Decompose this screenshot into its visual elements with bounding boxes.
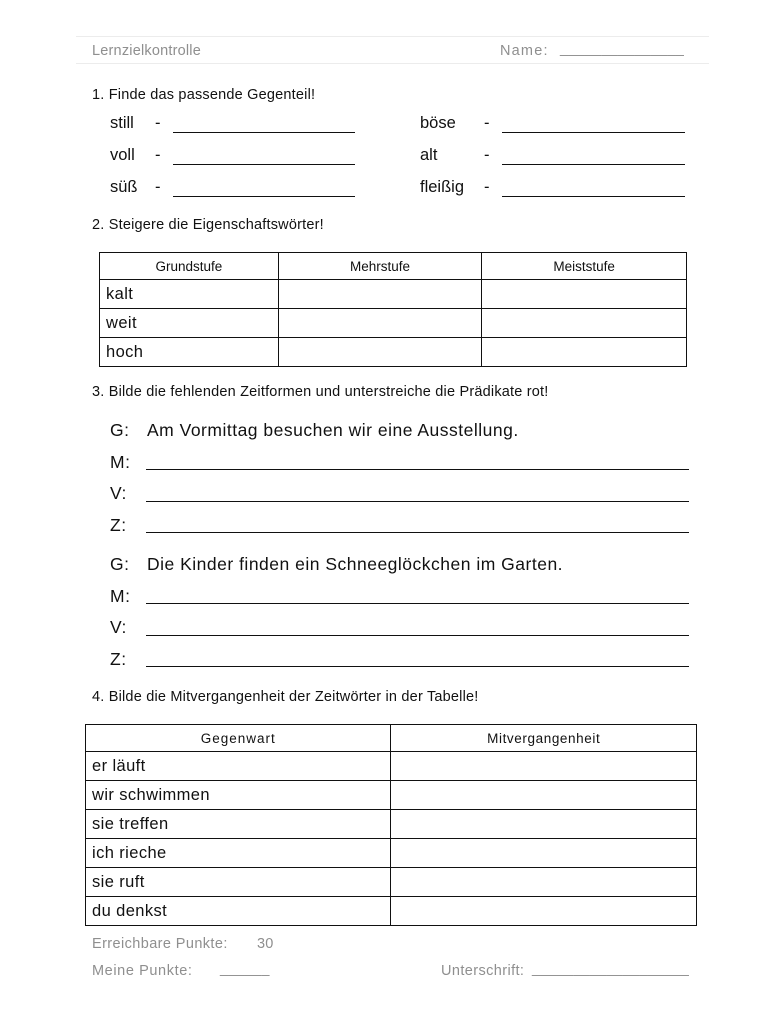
table-cell-word: kalt [100, 280, 279, 309]
page-title: Lernzielkontrolle [92, 43, 201, 59]
name-field[interactable]: _______________ [560, 41, 684, 57]
answer-cell[interactable] [482, 338, 687, 367]
header-rule-bottom [76, 63, 709, 64]
reachable-points-value: 30 [257, 936, 274, 952]
answer-cell[interactable] [482, 280, 687, 309]
task3-heading: 3. Bilde die fehlenden Zeitformen und unterstreiche die Prädikate rot! [92, 384, 549, 400]
answer-line[interactable] [146, 501, 689, 502]
answer-line[interactable] [146, 532, 689, 533]
answer-cell[interactable] [391, 868, 697, 897]
tense-label: V: [110, 483, 127, 503]
answer-line[interactable] [146, 469, 689, 470]
column-header: Meiststufe [482, 253, 687, 280]
sentence-present: Die Kinder finden ein Schneeglöckchen im Garten. [147, 554, 564, 574]
task1-word: fleißig [420, 178, 465, 196]
table-cell-verb: du denkst [86, 897, 391, 926]
answer-cell[interactable] [278, 338, 482, 367]
task1-dash: - [155, 114, 161, 132]
comparison-table [99, 252, 687, 367]
tense-label: G: [110, 420, 130, 440]
task1-heading: 1. Finde das passende Gegenteil! [92, 87, 316, 103]
task1-answer-line[interactable] [173, 196, 355, 197]
task1-word: voll [110, 146, 135, 164]
answer-cell[interactable] [391, 781, 697, 810]
tense-label: M: [110, 586, 131, 606]
task1-answer-line[interactable] [502, 164, 685, 165]
answer-line[interactable] [146, 603, 689, 604]
task1-dash: - [484, 146, 490, 164]
task1-answer-line[interactable] [173, 132, 355, 133]
answer-line[interactable] [146, 666, 689, 667]
task1-dash: - [155, 178, 161, 196]
tense-label: G: [110, 554, 130, 574]
task1-answer-line[interactable] [502, 132, 685, 133]
sentence-present: Am Vormittag besuchen wir eine Ausstellung. [147, 420, 519, 440]
task1-word: süß [110, 178, 138, 196]
table-cell-word: hoch [100, 338, 279, 367]
table-cell-verb: ich rieche [86, 839, 391, 868]
table-cell-word: weit [100, 309, 279, 338]
task1-word: alt [420, 146, 438, 164]
column-header: Grundstufe [100, 253, 279, 280]
task1-word: still [110, 114, 134, 132]
table-cell-verb: er läuft [86, 752, 391, 781]
column-header: Mehrstufe [278, 253, 482, 280]
answer-line[interactable] [146, 635, 689, 636]
my-points-field[interactable]: ______ [220, 961, 270, 977]
reachable-points-label: Erreichbare Punkte: [92, 936, 228, 952]
task1-dash: - [484, 114, 490, 132]
tense-label: V: [110, 617, 127, 637]
answer-cell[interactable] [278, 280, 482, 309]
answer-cell[interactable] [391, 897, 697, 926]
task1-dash: - [484, 178, 490, 196]
task1-answer-line[interactable] [173, 164, 355, 165]
header-rule-top [76, 36, 709, 37]
table-cell-verb: wir schwimmen [86, 781, 391, 810]
answer-cell[interactable] [391, 752, 697, 781]
signature-label: Unterschrift: [441, 963, 525, 979]
past-tense-table [85, 724, 697, 926]
column-header: Gegenwart [86, 725, 391, 752]
tense-label: Z: [110, 649, 127, 669]
my-points-label: Meine Punkte: [92, 963, 193, 979]
name-label: Name: [500, 43, 549, 59]
tense-label: Z: [110, 515, 127, 535]
task1-dash: - [155, 146, 161, 164]
task4-heading: 4. Bilde die Mitvergangenheit der Zeitwörter in der Tabelle! [92, 689, 479, 705]
answer-cell[interactable] [391, 839, 697, 868]
answer-cell[interactable] [278, 309, 482, 338]
table-cell-verb: sie ruft [86, 868, 391, 897]
answer-cell[interactable] [391, 810, 697, 839]
task2-heading: 2. Steigere die Eigenschaftswörter! [92, 217, 324, 233]
tense-label: M: [110, 452, 131, 472]
task1-answer-line[interactable] [502, 196, 685, 197]
answer-cell[interactable] [482, 309, 687, 338]
task1-word: böse [420, 114, 456, 132]
table-cell-verb: sie treffen [86, 810, 391, 839]
signature-field[interactable]: ___________________ [532, 961, 690, 977]
column-header: Mitvergangenheit [391, 725, 697, 752]
